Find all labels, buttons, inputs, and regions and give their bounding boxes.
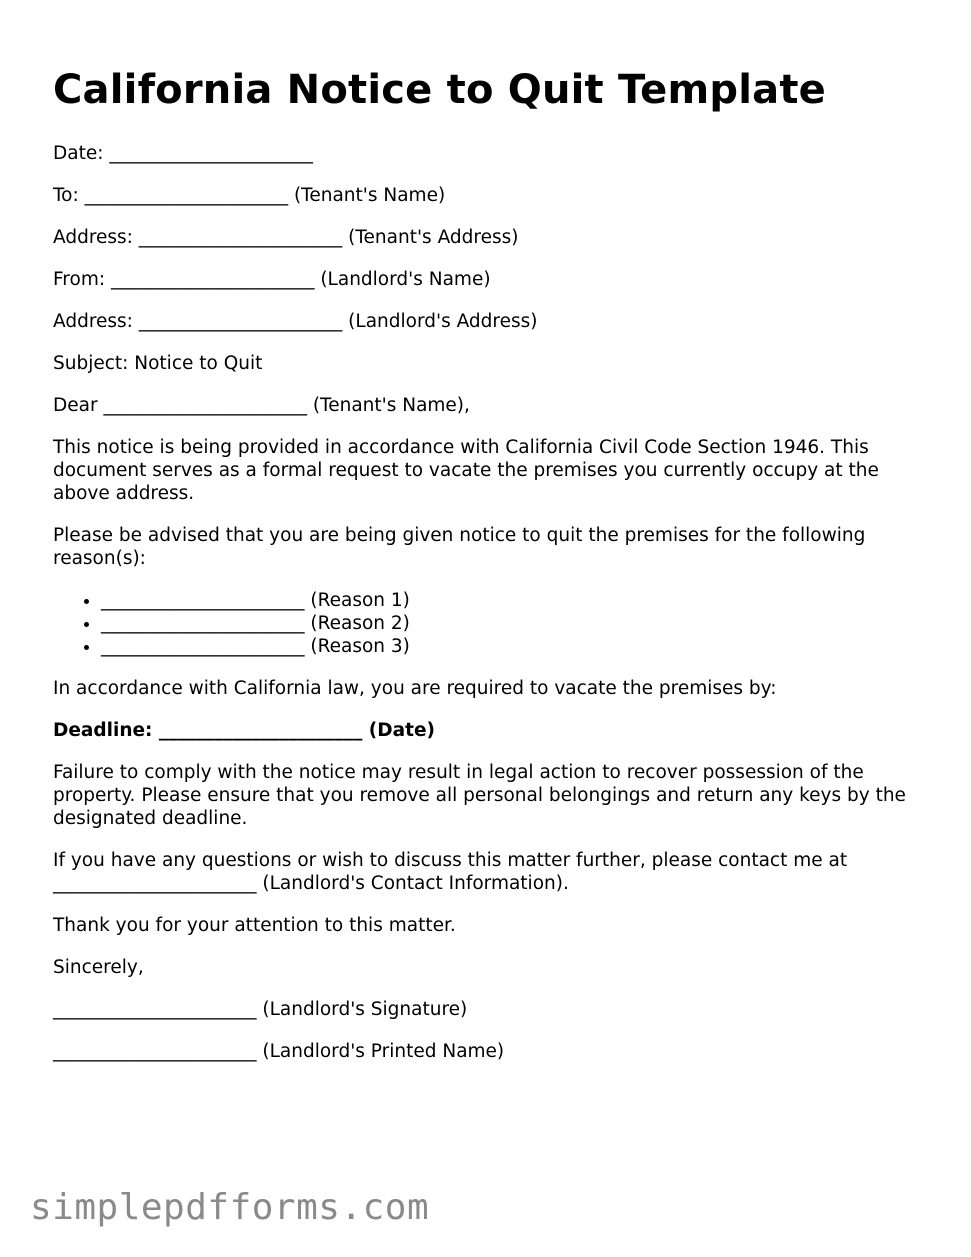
- reasons-list: [53, 589, 923, 658]
- site-watermark: simplepdfforms.com: [30, 1187, 430, 1228]
- failure-paragraph: Failure to comply with the notice may result in legal action to recover possession of the property. Please ensure that you remove all personal belongings and return any keys by the designated deadline.: [53, 762, 906, 829]
- date-field: Date: ______________________: [53, 143, 313, 164]
- contact-paragraph: If you have any questions or wish to discuss this matter further, please contact me at ______________________ (Landlord's Contact Information).: [53, 850, 848, 894]
- document-title: California Notice to Quit Template: [53, 67, 826, 113]
- signature-field: ______________________ (Landlord's Signature): [53, 999, 468, 1020]
- document-page: [53, 62, 923, 1082]
- landlord-name-field: From: ______________________ (Landlord's Name): [53, 269, 491, 290]
- list-item: • ______________________ (Reason 3): [101, 635, 923, 658]
- deadline-field: Deadline: ______________________ (Date): [53, 720, 435, 741]
- thanks-line: Thank you for your attention to this matter.: [53, 915, 456, 936]
- landlord-address-field: Address: ______________________ (Landlord's Address): [53, 311, 538, 332]
- list-item: • ______________________ (Reason 1): [101, 589, 923, 612]
- salutation: Dear ______________________ (Tenant's Name),: [53, 395, 470, 416]
- printed-name-field: ______________________ (Landlord's Printed Name): [53, 1041, 505, 1062]
- intro-paragraph: This notice is being provided in accordance with California Civil Code Section 1946. This document serves as a formal request to vacate the premises you currently occupy at the above address.: [53, 437, 879, 504]
- closing-line: Sincerely,: [53, 957, 144, 978]
- tenant-name-field: To: ______________________ (Tenant's Name): [53, 185, 446, 206]
- list-item: • ______________________ (Reason 2): [101, 612, 923, 635]
- tenant-address-field: Address: ______________________ (Tenant's Address): [53, 227, 519, 248]
- advised-paragraph: Please be advised that you are being given notice to quit the premises for the following reason(s):: [53, 525, 866, 569]
- subject-line: Subject: Notice to Quit: [53, 353, 263, 374]
- law-statement: In accordance with California law, you are required to vacate the premises by:: [53, 678, 777, 699]
